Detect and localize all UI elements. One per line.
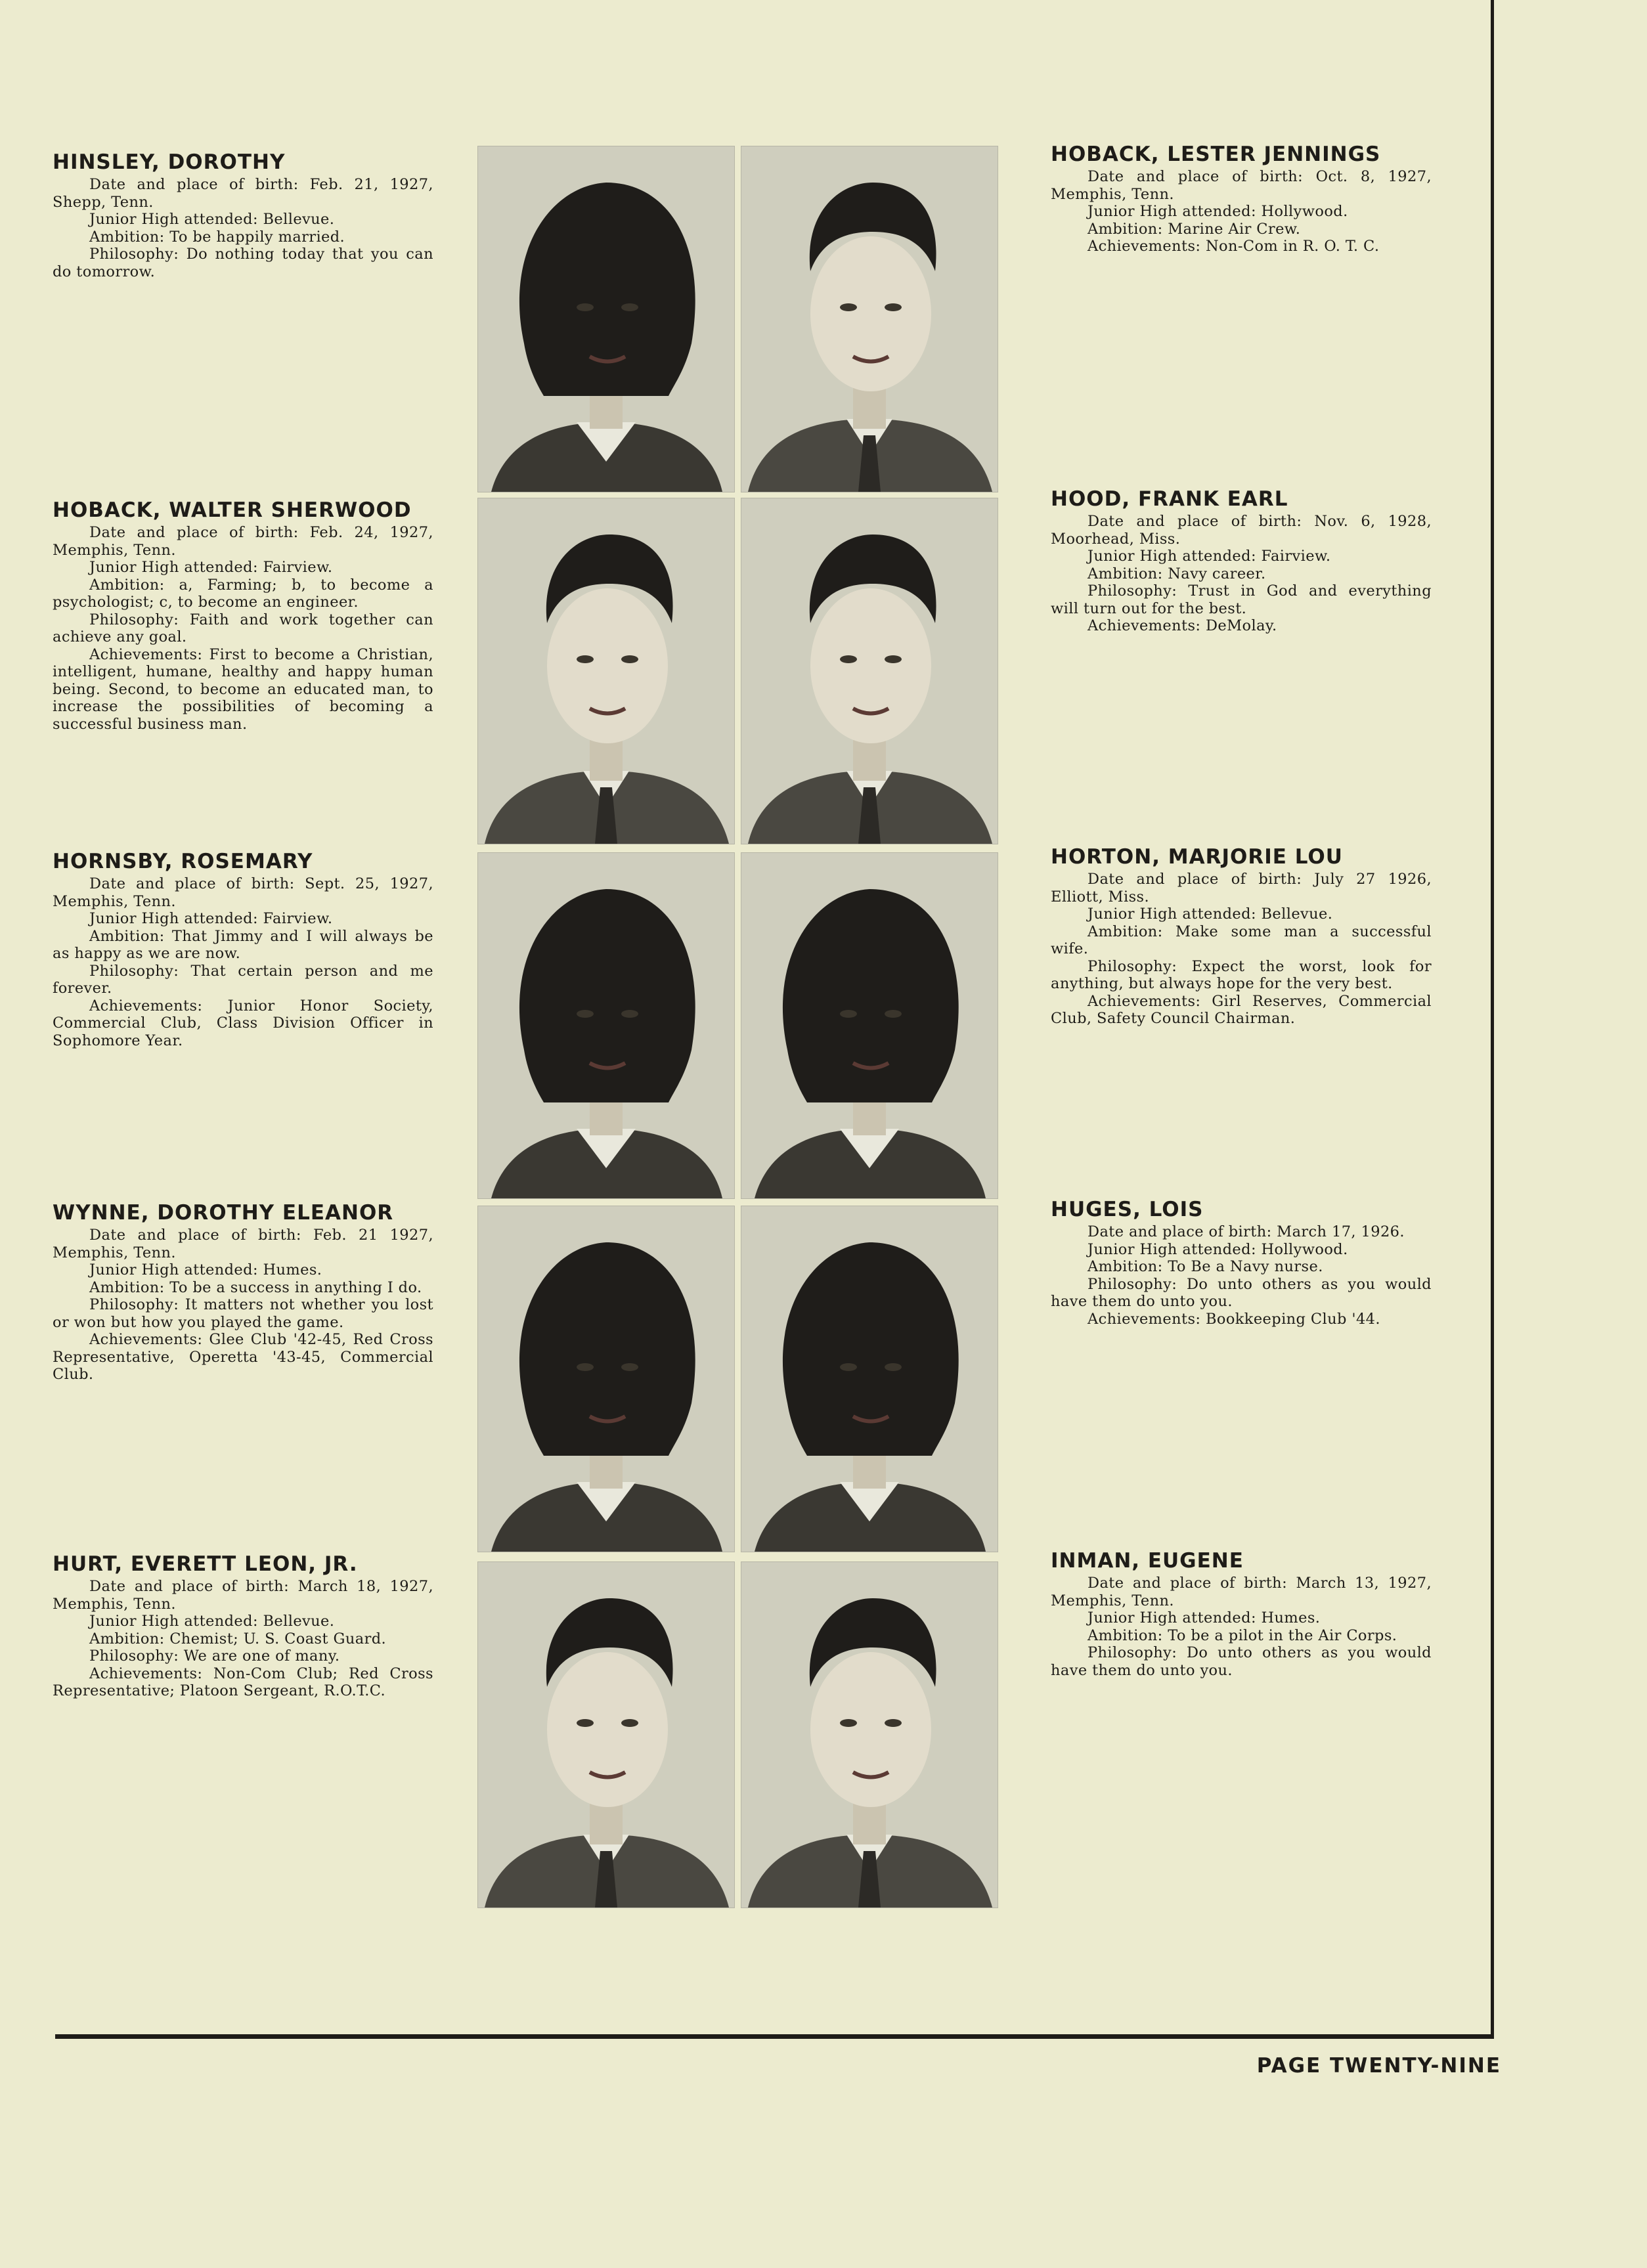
portrait-icon	[741, 853, 998, 1198]
detail-line: Achievements: Glee Club '42-45, Red Cross Representative, Operetta '43-45, Commercial Club.	[53, 1331, 433, 1383]
detail-line: Junior High attended: Fairview.	[89, 910, 333, 927]
detail-line: Junior High attended: Humes.	[89, 1261, 322, 1278]
detail-line: Ambition: To Be a Navy nurse.	[1087, 1258, 1323, 1275]
portrait-icon	[478, 498, 734, 844]
student-entry	[53, 1553, 433, 1700]
student-entry	[1051, 488, 1432, 635]
detail-line: Date and place of birth: Feb. 21 1927, Memphis, Tenn.	[53, 1227, 433, 1261]
student-entry	[1051, 846, 1432, 1028]
detail-line: Date and place of birth: Nov. 6, 1928, Moorhead, Miss.	[1051, 513, 1432, 548]
detail-line: Philosophy: Faith and work together can achieve any goal.	[53, 611, 433, 645]
student-entry	[53, 850, 433, 1049]
student-entry	[1051, 1198, 1432, 1328]
portrait-photo	[741, 498, 998, 844]
student-entry	[53, 151, 433, 280]
detail-line: Junior High attended: Hollywood.	[1087, 203, 1348, 220]
portrait-icon	[741, 146, 998, 492]
portrait-photo	[477, 852, 735, 1199]
detail-line: Junior High attended: Bellevue.	[1087, 905, 1333, 923]
student-details	[53, 524, 433, 733]
detail-line: Ambition: To be happily married.	[89, 228, 345, 246]
student-entry	[53, 499, 433, 733]
portrait-icon	[741, 1206, 998, 1552]
student-name: INMAN, EUGENE	[1051, 1549, 1244, 1573]
detail-line: Junior High attended: Fairview.	[1087, 548, 1331, 565]
portrait-icon	[478, 1206, 734, 1552]
detail-line: Philosophy: Trust in God and everything will turn out for the best.	[1051, 582, 1432, 617]
detail-line: Junior High attended: Hollywood.	[1087, 1240, 1348, 1258]
detail-line: Achievements: Non-Com Club; Red Cross Representative; Platoon Sergeant, R.O.T.C.	[53, 1665, 433, 1699]
portrait-icon	[478, 853, 734, 1198]
detail-line: Ambition: Navy career.	[1087, 565, 1266, 582]
horizontal-rule	[55, 2034, 1494, 2039]
detail-line: Philosophy: It matters not whether you lost or won but how you played the game.	[53, 1296, 433, 1331]
detail-line: Achievements: Girl Reserves, Commercial Club, Safety Council Chairman.	[1051, 992, 1432, 1027]
detail-line: Achievements: Bookkeeping Club '44.	[1087, 1310, 1380, 1328]
student-details	[1051, 513, 1432, 635]
detail-line: Junior High attended: Humes.	[1087, 1609, 1321, 1626]
student-name: HOBACK, LESTER JENNINGS	[1051, 142, 1381, 166]
page-number: PAGE TWENTY-NINE	[1256, 2054, 1501, 2078]
student-details	[53, 875, 433, 1049]
student-entry	[1051, 1550, 1432, 1679]
detail-line: Date and place of birth: Sept. 25, 1927, Memphis, Tenn.	[53, 875, 433, 910]
portrait-photo	[741, 852, 998, 1199]
detail-line: Philosophy: Do unto others as you would have them do unto you.	[1051, 1644, 1432, 1679]
portrait-icon	[478, 146, 734, 492]
detail-line: Date and place of birth: March 13, 1927, Memphis, Tenn.	[1051, 1575, 1432, 1609]
detail-line: Ambition: To be a pilot in the Air Corps.	[1087, 1626, 1397, 1644]
portrait-photo	[477, 498, 735, 844]
detail-line: Date and place of birth: Feb. 21, 1927, Shepp, Tenn.	[53, 176, 433, 211]
detail-line: Philosophy: We are one of many.	[89, 1647, 340, 1665]
student-entry	[1051, 143, 1432, 255]
portrait-photo	[477, 1561, 735, 1908]
detail-line: Ambition: To be a success in anything I do.	[89, 1278, 422, 1296]
student-details	[1051, 168, 1432, 255]
student-name: HOOD, FRANK EARL	[1051, 487, 1288, 511]
detail-line: Achievements: Junior Honor Society, Commercial Club, Class Division Officer in Sophomore Year.	[53, 997, 433, 1049]
detail-line: Achievements: DeMolay.	[1087, 617, 1277, 634]
student-name: HORNSBY, ROSEMARY	[53, 850, 313, 873]
detail-line: Junior High attended: Bellevue.	[89, 1613, 335, 1630]
detail-line: Philosophy: Do nothing today that you can do tomorrow.	[53, 246, 433, 280]
student-details	[53, 1578, 433, 1700]
detail-line: Date and place of birth: March 17, 1926.	[1087, 1223, 1405, 1240]
portrait-photo	[741, 1561, 998, 1908]
detail-line: Achievements: Non-Com in R. O. T. C.	[1087, 238, 1380, 255]
student-name: HUGES, LOIS	[1051, 1198, 1204, 1221]
portrait-icon	[478, 1562, 734, 1908]
portrait-photo	[741, 146, 998, 492]
detail-line: Date and place of birth: Feb. 24, 1927, Memphis, Tenn.	[53, 524, 433, 559]
student-name: WYNNE, DOROTHY ELEANOR	[53, 1201, 394, 1225]
detail-line: Ambition: a, Farming; b, to become a psychologist; c, to become an engineer.	[53, 576, 433, 611]
portrait-photo	[477, 1206, 735, 1552]
detail-line: Ambition: Chemist; U. S. Coast Guard.	[89, 1630, 387, 1647]
detail-line: Junior High attended: Bellevue.	[89, 211, 335, 228]
student-name: HORTON, MARJORIE LOU	[1051, 845, 1343, 869]
detail-line: Philosophy: Expect the worst, look for anything, but always hope for the very best.	[1051, 957, 1432, 992]
student-details	[1051, 1223, 1432, 1328]
student-name: HURT, EVERETT LEON, JR.	[53, 1552, 358, 1576]
student-entry	[53, 1202, 433, 1384]
portrait-icon	[741, 498, 998, 844]
detail-line: Ambition: That Jimmy and I will always be as happy as we are now.	[53, 927, 433, 962]
student-details	[1051, 871, 1432, 1028]
detail-line: Philosophy: That certain person and me forever.	[53, 962, 433, 997]
student-name: HINSLEY, DOROTHY	[53, 150, 286, 174]
detail-line: Achievements: First to become a Christian, intelligent, humane, healthy and happy human being. Second, to become an educated man, to increase the possibilities of becoming a successful business man.	[53, 645, 433, 733]
portrait-icon	[741, 1562, 998, 1908]
student-details	[53, 1227, 433, 1384]
detail-line: Ambition: Marine Air Crew.	[1087, 220, 1301, 238]
detail-line: Date and place of birth: Oct. 8, 1927, Memphis, Tenn.	[1051, 168, 1432, 203]
portrait-photo	[741, 1206, 998, 1552]
detail-line: Ambition: Make some man a successful wife.	[1051, 923, 1432, 957]
student-name: HOBACK, WALTER SHERWOOD	[53, 498, 412, 522]
portrait-photo	[477, 146, 735, 492]
vertical-rule	[1491, 0, 1494, 2036]
student-details	[53, 176, 433, 280]
student-details	[1051, 1575, 1432, 1679]
detail-line: Date and place of birth: March 18, 1927, Memphis, Tenn.	[53, 1578, 433, 1613]
detail-line: Date and place of birth: July 27 1926, Elliott, Miss.	[1051, 871, 1432, 905]
detail-line: Philosophy: Do unto others as you would have them do unto you.	[1051, 1275, 1432, 1310]
detail-line: Junior High attended: Fairview.	[89, 559, 333, 576]
